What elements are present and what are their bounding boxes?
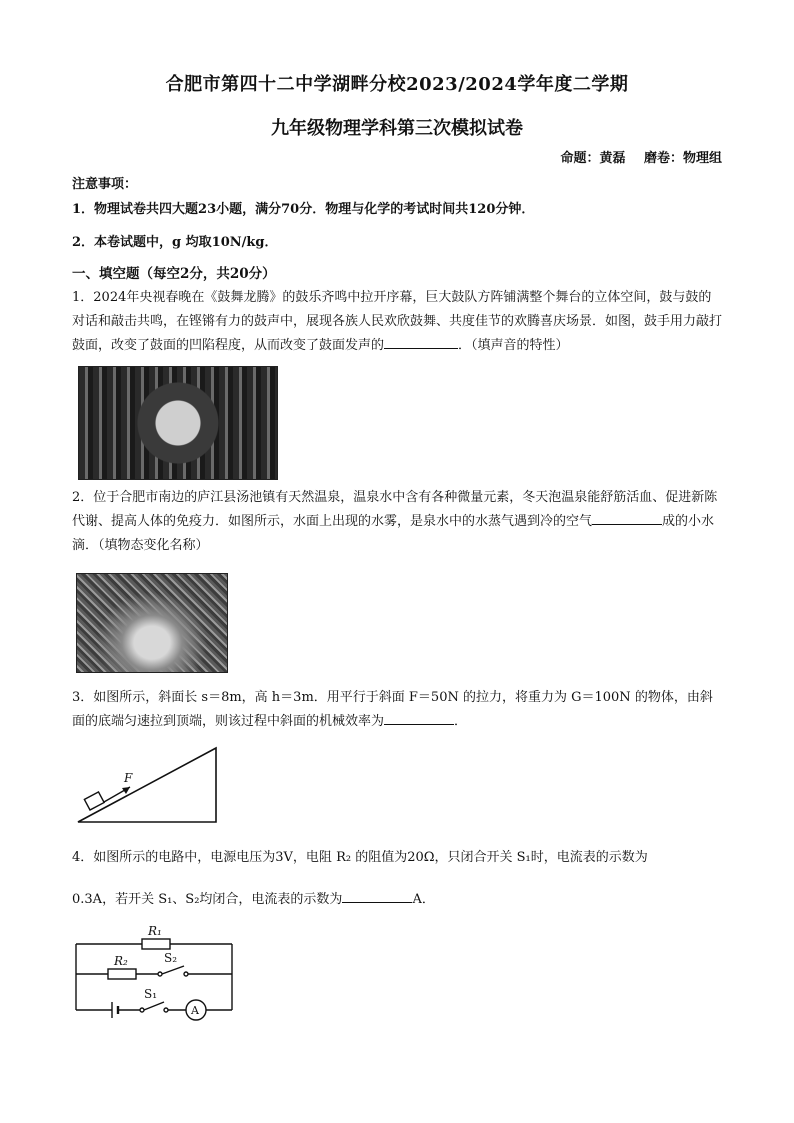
- resistor-r1: [142, 939, 170, 949]
- question-1-text: 1．2024年央视春晚在《鼓舞龙腾》的鼓乐齐鸣中拉开序幕，巨大鼓队方阵铺满整个舞台的立体空间，鼓与鼓的对话和敲击共鸣，在铿锵有力的鼓声中，展现各族人民欢欣鼓舞、共度佳节的欢腾喜庆场景．如图，鼓手用力敲打鼓面，改变了鼓面的凹陷程度，从而改变了鼓面发声的: [72, 290, 723, 353]
- question-4-unit: A．: [412, 892, 435, 907]
- circuit-diagram: [68, 924, 244, 1024]
- answer-blank-1: [384, 334, 458, 349]
- question-3-text: 3．如图所示，斜面长 s＝8m，高 h＝3m．用平行于斜面 F＝50N 的拉力，将重力为 G＝100N 的物体，由斜面的底端匀速拉到顶端，则该过程中斜面的机械效率为: [72, 690, 713, 729]
- question-2-hint: 成的小水滴．（填物态变化名称）: [72, 514, 715, 553]
- reviewer-name: 磨卷：物理组: [643, 151, 722, 166]
- block-on-incline: [84, 792, 104, 810]
- question-3-end: ．: [454, 714, 468, 729]
- exam-title-line2: 九年级物理学科第三次模拟试卷: [271, 118, 523, 139]
- force-label: F: [124, 771, 133, 785]
- r2-label: R₂: [114, 954, 128, 968]
- section-heading-fill-in: 一、填空题（每空2分，共20分）: [72, 266, 276, 282]
- question-2: [72, 486, 724, 558]
- incline-triangle: [78, 748, 216, 822]
- note-item-2: 2．本卷试题中，g 均取10N/kg．: [72, 235, 278, 250]
- author-name: 命题：黄磊: [560, 151, 626, 166]
- question-1-hint: ．（填声音的特性）: [458, 338, 569, 353]
- exam-title-line1: 合肥市第四十二中学湖畔分校2023/2024学年度二学期: [165, 74, 629, 95]
- authors-line: [546, 147, 722, 166]
- ammeter-label: A: [191, 1004, 199, 1017]
- hot-spring-photo: [76, 573, 228, 673]
- question-4-line1: 4．如图所示的电路中，电源电压为3V，电阻 R₂ 的阻值为20Ω，只闭合开关 S₁时，电流表的示数为: [72, 850, 648, 865]
- question-3: [72, 686, 724, 734]
- question-4-line2: [72, 888, 724, 912]
- s1-label: S₁: [144, 987, 158, 1001]
- drum-performance-photo: [78, 366, 278, 480]
- resistor-r2: [108, 969, 136, 979]
- answer-blank-2: [592, 510, 662, 525]
- incline-diagram: [70, 742, 230, 826]
- switch-s2: [162, 966, 184, 974]
- switch-s1: [144, 1002, 164, 1010]
- r1-label: R₁: [148, 924, 162, 938]
- notes-heading: 注意事项：: [72, 177, 138, 192]
- question-2-text: 2．位于合肥市南边的庐江县汤池镇有天然温泉，温泉水中含有各种微量元素，冬天泡温泉能舒筋活血、促进新陈代谢、提高人体的免疫力．如图所示，水面上出现的水雾，是泉水中的水蒸气遇到冷的空气: [72, 490, 718, 529]
- question-1: [72, 286, 724, 358]
- answer-blank-4: [342, 888, 412, 903]
- note-item-1: 1．物理试卷共四大题23小题，满分70分．物理与化学的考试时间共120分钟．: [72, 202, 535, 217]
- s2-label: S₂: [164, 951, 178, 965]
- answer-blank-3: [384, 710, 454, 725]
- question-4-text: 0.3A，若开关 S₁、S₂均闭合，电流表的示数为: [72, 892, 343, 907]
